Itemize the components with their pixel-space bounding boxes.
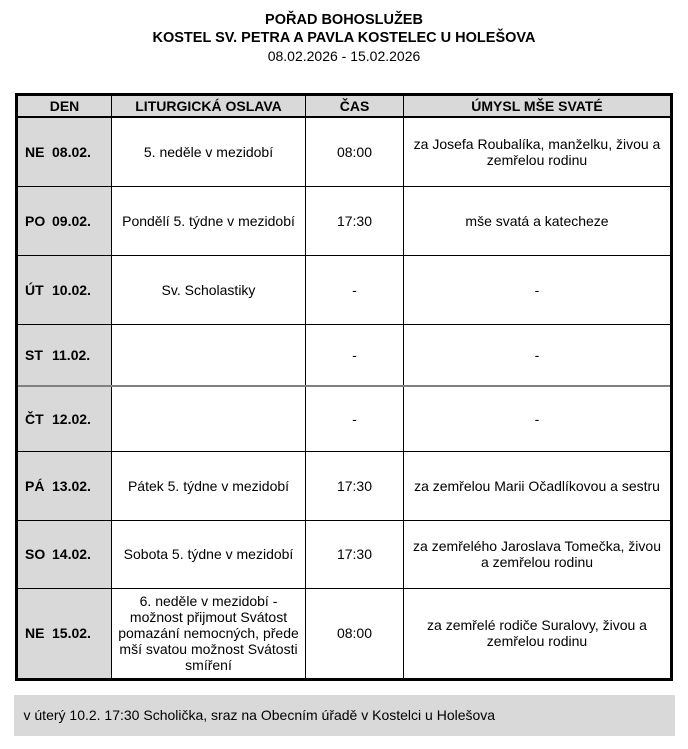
day-abbr: ÚT: [25, 281, 44, 298]
liturgy-cell: 6. neděle v mezidobí - možnost přijmout Svátost pomazání nemocných, přede mší svatou možnost Svátosti smíření: [112, 588, 306, 679]
footer-note: [14, 695, 675, 736]
table-row: [17, 117, 672, 186]
footer-note-text: v úterý 10.2. 17:30 Scholička, sraz na Obecním úřadě v Kostelci u Holešova: [23, 707, 496, 723]
time-cell: 17:30: [306, 451, 404, 520]
liturgy-cell: Sobota 5. týdne v mezidobí: [112, 520, 306, 588]
time-cell: 17:30: [306, 186, 404, 255]
day-abbr: SO: [25, 546, 46, 562]
time-cell: -: [306, 386, 404, 451]
day-date: 13.02.: [52, 477, 91, 494]
intention-cell: -: [404, 324, 672, 386]
table-row: [17, 255, 672, 324]
column-header-intention: ÚMYSL MŠE SVATÉ: [404, 95, 672, 118]
date-range: 08.02.2026 - 15.02.2026: [267, 48, 421, 64]
table-header-row: [17, 95, 672, 118]
liturgy-cell: Pátek 5. týdne v mezidobí: [112, 451, 306, 520]
day-cell: [17, 324, 112, 386]
day-cell: [17, 186, 112, 255]
page-subtitle: KOSTEL SV. PETRA A PAVLA KOSTELEC U HOLEŠOVA: [152, 30, 536, 46]
time-cell: 08:00: [306, 117, 404, 186]
liturgy-cell: [112, 386, 306, 451]
document-header: [0, 0, 688, 66]
table-row: [17, 451, 672, 520]
day-abbr: ČT: [25, 410, 44, 427]
column-header-time: ČAS: [306, 95, 404, 118]
intention-cell: za zemřelou Marii Očadlíkovou a sestru: [404, 451, 672, 520]
page-title: POŘAD BOHOSLUŽEB: [265, 12, 423, 28]
day-cell: [17, 117, 112, 186]
day-cell: [17, 588, 112, 679]
table-row: [17, 520, 672, 588]
table-row: [17, 588, 672, 679]
time-cell: -: [306, 324, 404, 386]
day-abbr: NE: [25, 143, 45, 160]
day-cell: [17, 386, 112, 451]
day-abbr: PO: [25, 212, 46, 229]
intention-cell: -: [404, 255, 672, 324]
day-cell: [17, 520, 112, 588]
day-date: 08.02.: [52, 143, 91, 160]
day-date: 09.02.: [52, 212, 91, 229]
column-header-liturgy: LITURGICKÁ OSLAVA: [112, 95, 306, 118]
day-date: 15.02.: [52, 625, 91, 641]
table-row: [17, 324, 672, 386]
time-cell: 08:00: [306, 588, 404, 679]
time-cell: 17:30: [306, 520, 404, 588]
liturgy-cell: Sv. Scholastiky: [112, 255, 306, 324]
table-row: [17, 186, 672, 255]
table-row: [17, 386, 672, 451]
day-abbr: NE: [25, 625, 45, 641]
day-date: 11.02.: [52, 346, 91, 363]
time-cell: -: [306, 255, 404, 324]
day-date: 14.02.: [52, 546, 91, 562]
day-date: 10.02.: [52, 281, 91, 298]
schedule-table-body: [17, 117, 672, 679]
intention-cell: za zemřelého Jaroslava Tomečka, živou a zemřelou rodinu: [404, 520, 672, 588]
day-cell: [17, 255, 112, 324]
schedule-table: [15, 93, 673, 681]
day-abbr: PÁ: [25, 477, 45, 494]
day-date: 12.02.: [52, 410, 91, 427]
intention-cell: za Josefa Roubalíka, manželku, živou a zemřelou rodinu: [404, 117, 672, 186]
column-header-day: DEN: [17, 95, 112, 118]
intention-cell: za zemřelé rodiče Suralovy, živou a zemřelou rodinu: [404, 588, 672, 679]
intention-cell: mše svatá a katecheze: [404, 186, 672, 255]
day-abbr: ST: [25, 346, 43, 363]
day-cell: [17, 451, 112, 520]
intention-cell: -: [404, 386, 672, 451]
liturgy-cell: Pondělí 5. týdne v mezidobí: [112, 186, 306, 255]
liturgy-cell: [112, 324, 306, 386]
liturgy-cell: 5. neděle v mezidobí: [112, 117, 306, 186]
